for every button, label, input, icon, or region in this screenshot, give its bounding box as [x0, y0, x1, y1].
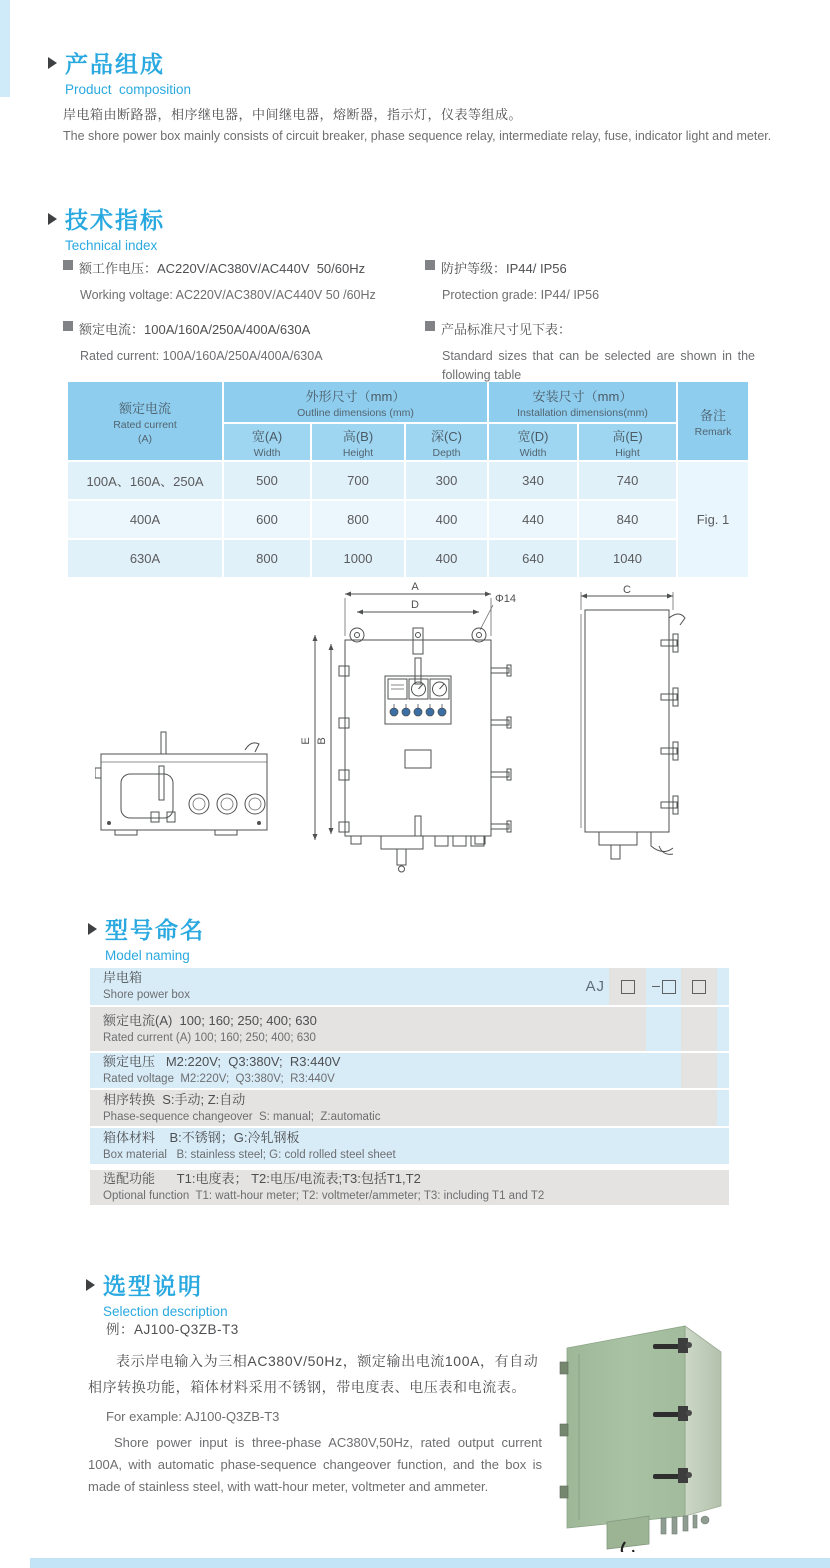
model-row-shore-power-box: 岸电箱 Shore power box: [90, 968, 609, 1005]
section-title-en: Selection description: [103, 1304, 228, 1319]
dim-label-c: C: [623, 584, 631, 596]
table-cell: 630A: [68, 540, 222, 577]
drawing-side-view: [555, 584, 705, 879]
row-separator: [90, 1051, 729, 1053]
table-cell: 640: [489, 540, 577, 577]
section-title-zh: 型号命名: [105, 917, 205, 943]
dash-icon: [652, 986, 660, 987]
square-bullet-icon: [425, 321, 435, 331]
section-title-en: Product composition: [65, 82, 192, 97]
table-cell: 1000: [312, 540, 404, 577]
table-cell: 700: [312, 462, 404, 499]
table-cell: 340: [489, 462, 577, 499]
code-box-icon: [692, 980, 706, 994]
spec-zh-text: 额定电流：100A/160A/250A/400A/630A: [79, 322, 311, 337]
spec-zh-text: 额工作电压：AC220V/AC380V/AC440V 50/60Hz: [79, 261, 366, 276]
model-row-optional-function: 选配功能 T1:电度表； T2:电压/电流表;T3:包括T1,T2 Optional function T1: watt-hour meter; T2: voltmeter/ammeter; T3: including T1 and T2: [90, 1170, 729, 1205]
row-separator: [90, 1005, 729, 1007]
section-arrow-icon: [88, 923, 97, 935]
spec-en-text: Standard sizes that can be selected are shown in the following table: [442, 349, 755, 382]
table-cell: 400A: [68, 501, 222, 538]
cabinet-pedestal: [607, 1516, 649, 1549]
section-title-zh: 选型说明: [103, 1273, 203, 1299]
table-subheader-height-b: 高(B) Height: [312, 424, 404, 460]
table-subheader-hight-e: 高(E) Hight: [579, 424, 676, 460]
selection-example-en: For example: AJ100-Q3ZB-T3: [106, 1409, 280, 1424]
size-table: [68, 382, 748, 577]
spec-standard-sizes: [425, 319, 755, 385]
model-row-box-material: 箱体材料 B:不锈钢；G:冷轧钢板 Box material B: stainless steel; G: cold rolled steel sheet: [90, 1128, 729, 1164]
table-header-remark: 备注 Remark: [678, 382, 748, 460]
bottom-accent-strip: [30, 1558, 830, 1568]
table-cell: 800: [312, 501, 404, 538]
section-title-zh: 产品组成: [65, 51, 165, 77]
table-subheader-depth-c: 深(C) Depth: [406, 424, 487, 460]
table-subheader-width-a: 宽(A) Width: [224, 424, 310, 460]
table-cell: 740: [579, 462, 676, 499]
table-cell: 1040: [579, 540, 676, 577]
square-bullet-icon: [63, 321, 73, 331]
spec-zh-text: 产品标准尺寸见下表：: [441, 322, 572, 337]
table-cell: 500: [224, 462, 310, 499]
spec-working-voltage: [63, 258, 408, 305]
model-row-rated-voltage: 额定电压 M2:220V; Q3:380V; R3:440V Rated voltage M2:220V; Q3:380V; R3:440V: [90, 1053, 681, 1088]
code-band: [717, 968, 729, 1128]
section-selection-description: [86, 1268, 228, 1319]
table-cell: 440: [489, 501, 577, 538]
section-arrow-icon: [86, 1279, 95, 1291]
product-photo-shore-power-box: [545, 1292, 805, 1552]
model-naming-diagram: [90, 968, 730, 1206]
table-subheader-width-d: 宽(D) Width: [489, 424, 577, 460]
square-bullet-icon: [425, 260, 435, 270]
dim-label-e: E: [300, 737, 312, 745]
composition-body-zh: 岸电箱由断路器，相序继电器，中间继电器，熔断器，指示灯，仪表等组成。: [63, 107, 523, 122]
cabinet-side-panel: [685, 1326, 721, 1516]
selection-text-block: [88, 1318, 542, 1498]
cabinet-door: [567, 1326, 685, 1528]
model-code-box-2: [646, 968, 681, 1005]
drawing-front-view: [295, 578, 525, 883]
spec-column-left: [63, 258, 408, 380]
model-row-phase-changeover: 相序转换 S:手动; Z:自动 Phase-sequence changeover S: manual; Z:automatic: [90, 1090, 717, 1126]
square-bullet-icon: [63, 260, 73, 270]
section-technical-index: [48, 202, 165, 253]
table-remark-value: Fig. 1: [678, 462, 748, 577]
section-model-naming: [88, 912, 205, 963]
model-row-rated-current: 额定电流(A) 100; 160; 250; 400; 630 Rated current (A) 100; 160; 250; 400; 630: [90, 1007, 646, 1051]
section-title-zh: 技术指标: [65, 207, 165, 233]
table-cell: 600: [224, 501, 310, 538]
section-product-composition: [48, 46, 191, 97]
table-header-rated-current: 额定电流 Rated current (A): [68, 382, 222, 460]
code-box-icon: [621, 980, 635, 994]
section-title-en: Technical index: [65, 238, 158, 253]
spec-zh-text: 防护等级：IP44/ IP56: [441, 261, 567, 276]
spec-en-text: Working voltage: AC220V/AC380V/AC440V 50 /60Hz: [80, 288, 376, 302]
dim-label-dia: Φ14: [495, 593, 517, 605]
dim-label-a: A: [411, 581, 419, 593]
spec-en-text: Rated current: 100A/160A/250A/400A/630A: [80, 349, 323, 363]
composition-body-en: The shore power box mainly consists of circuit breaker, phase sequence relay, intermediate relay, fuse, indicator light and meter.: [63, 129, 772, 143]
spec-rated-current: [63, 319, 408, 366]
table-cell: 400: [406, 540, 487, 577]
model-code-prefix: AJ: [585, 978, 605, 995]
row-separator: [90, 1088, 729, 1090]
drawing-bottom-view: [95, 726, 275, 851]
selection-paragraph-zh: 表示岸电输入为三相AC380V/50Hz，额定输出电流100A，有自动相序转换功能，箱体材料采用不锈钢，带电度表、电压表和电流表。: [88, 1353, 539, 1395]
table-header-outline: 外形尺寸（mm） Outline dimensions (mm): [224, 382, 487, 422]
model-code-box-3: [681, 968, 717, 1005]
section-title-en: Model naming: [105, 948, 190, 963]
technical-drawings: [90, 578, 750, 886]
code-box-icon: [662, 980, 676, 994]
spec-protection-grade: [425, 258, 755, 305]
selection-example-zh: 例：AJ100-Q3ZB-T3: [106, 1322, 239, 1337]
model-code-box-1: [609, 968, 646, 1005]
table-cell: 840: [579, 501, 676, 538]
left-accent-strip: [0, 0, 10, 97]
table-cell: 300: [406, 462, 487, 499]
table-cell: 100A、160A、250A: [68, 462, 222, 499]
selection-paragraph-en: Shore power input is three-phase AC380V,50Hz, rated output current 100A, with automatic phase-sequence changeover function, and the box is made of stainless steel, with watt-hour meter, voltmeter and ammeter.: [88, 1435, 542, 1494]
row-separator: [90, 1126, 729, 1128]
table-cell: 800: [224, 540, 310, 577]
dim-label-d: D: [411, 599, 419, 611]
table-cell: 400: [406, 501, 487, 538]
dim-label-b: B: [316, 737, 328, 745]
table-header-installation: 安装尺寸（mm） Installation dimensions(mm): [489, 382, 676, 422]
section-arrow-icon: [48, 213, 57, 225]
section-arrow-icon: [48, 57, 57, 69]
spec-en-text: Protection grade: IP44/ IP56: [442, 288, 600, 302]
spec-column-right: [425, 258, 755, 399]
row-separator: [90, 1164, 729, 1170]
